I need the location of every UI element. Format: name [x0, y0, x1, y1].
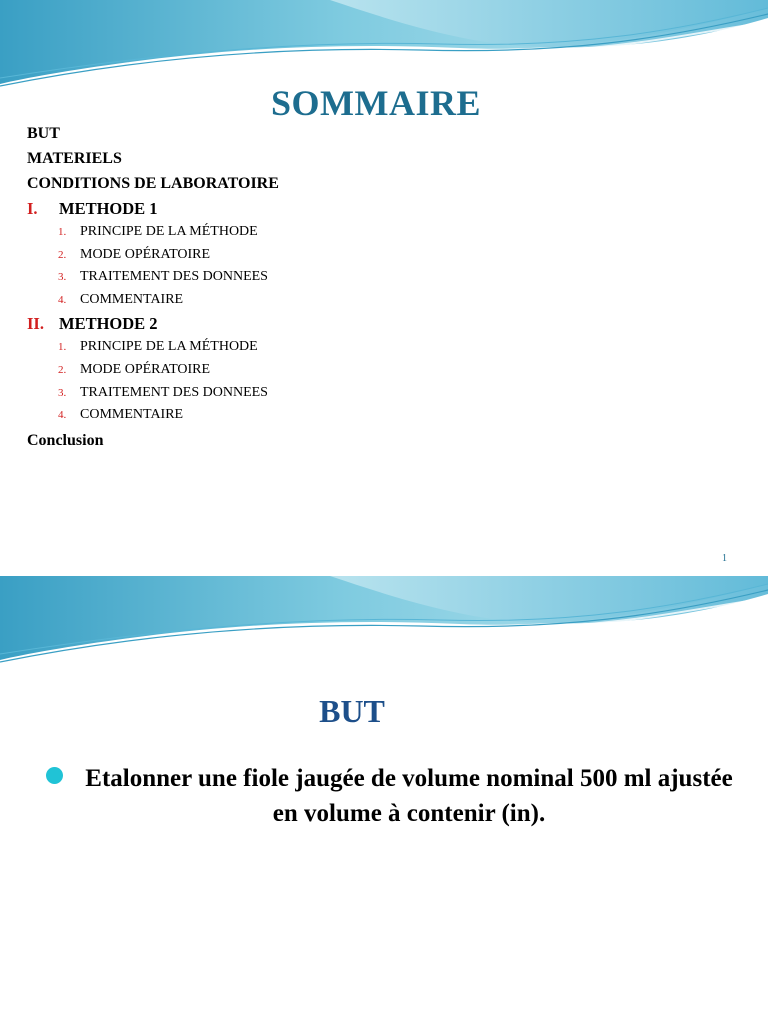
subitem-label: COMMENTAIRE — [80, 291, 184, 307]
toc-subitem — [27, 359, 279, 382]
toc-subitem — [27, 404, 279, 427]
toc-subitem — [27, 244, 279, 267]
subitem-number: 2. — [58, 248, 67, 261]
toc-section-methode-2 — [27, 311, 279, 336]
slide-but — [0, 576, 768, 1024]
toc-item-but: BUT — [27, 125, 60, 142]
wave-header-decoration — [0, 576, 768, 676]
subitem-label: COMMENTAIRE — [80, 407, 184, 423]
section-label: METHODE 1 — [59, 199, 158, 218]
toc-item-materiels: MATERIELS — [27, 150, 122, 167]
subitem-number: 3. — [58, 271, 67, 284]
bullet-dot-icon — [46, 767, 63, 784]
bullet-item — [46, 761, 746, 831]
toc-subitem — [27, 336, 279, 359]
subitem-number: 1. — [58, 226, 67, 238]
subitem-label: MODE OPÉRATOIRE — [80, 246, 211, 262]
slide-title: SOMMAIRE — [271, 83, 481, 123]
subitem-label: TRAITEMENT DES DONNEES — [80, 384, 268, 400]
toc-item-conclusion: Conclusion — [27, 431, 104, 449]
bullet-text: Etalonner une fiole jaugée de volume nominal 500 ml ajustée en volume à contenir (in). — [85, 765, 733, 827]
toc-subitem — [27, 221, 279, 244]
subitem-number: 4. — [58, 293, 67, 306]
slide-title: BUT — [319, 693, 385, 729]
toc-item-conditions: CONDITIONS DE LABORATOIRE — [27, 175, 279, 192]
page-number: 1 — [722, 553, 727, 564]
subitem-label: PRINCIPE DE LA MÉTHODE — [80, 339, 258, 355]
subitem-number: 3. — [58, 386, 67, 399]
section-number: II. — [27, 314, 44, 334]
subitem-label: MODE OPÉRATOIRE — [80, 361, 211, 377]
toc-section-methode-1 — [27, 196, 279, 221]
section-label: METHODE 2 — [59, 314, 158, 334]
subitem-number: 4. — [58, 409, 67, 422]
subitem-label: PRINCIPE DE LA MÉTHODE — [80, 224, 258, 239]
toc-subitem — [27, 382, 279, 405]
section-number: I. — [27, 199, 38, 218]
subitem-number: 2. — [58, 363, 67, 376]
table-of-contents — [27, 121, 279, 454]
subitem-number: 1. — [58, 341, 67, 354]
toc-subitem — [27, 289, 279, 312]
subitem-label: TRAITEMENT DES DONNEES — [80, 269, 268, 285]
toc-subitem — [27, 266, 279, 289]
